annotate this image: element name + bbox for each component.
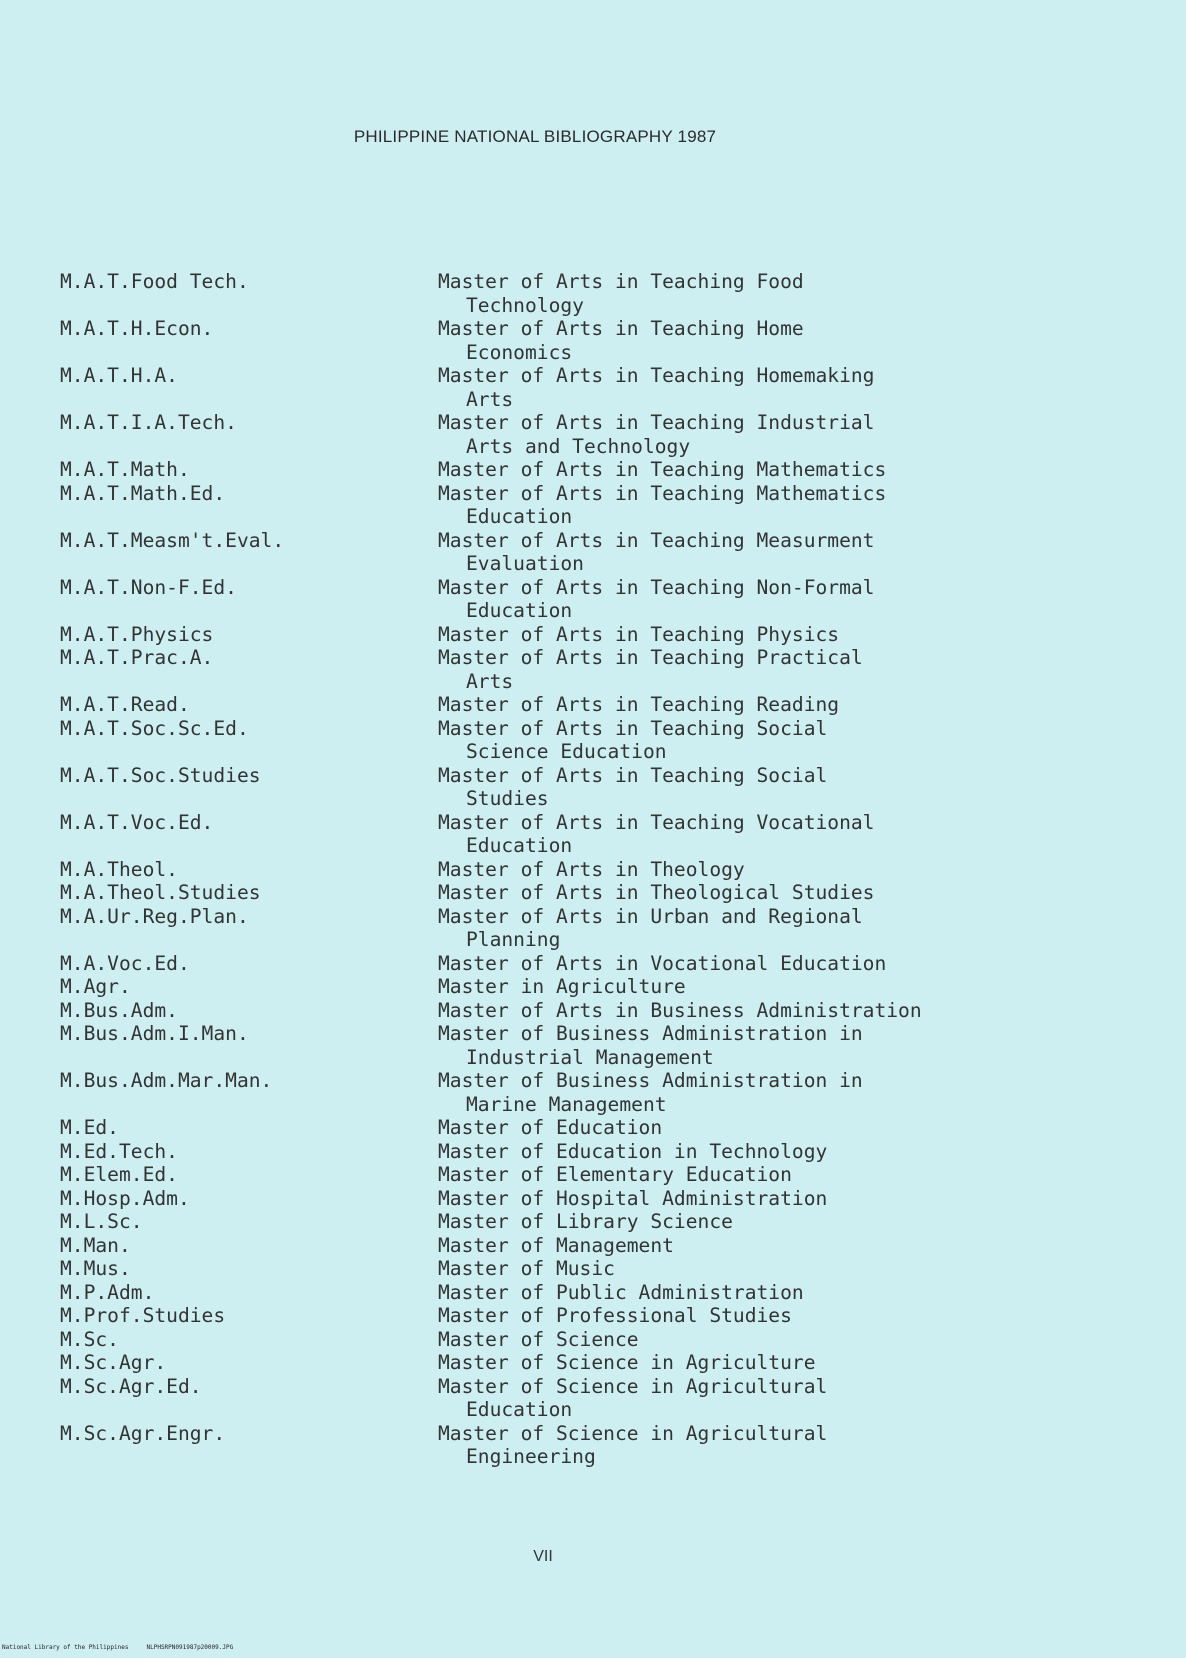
abbreviation: M.A.T.I.A.Tech.	[60, 411, 237, 434]
definition: Master of Hospital Administration	[438, 1186, 828, 1210]
list-item	[60, 1116, 1180, 1140]
definition: Master of Science in Agricultural	[438, 1421, 828, 1445]
abbreviation: M.A.T.Physics	[60, 622, 214, 646]
abbreviation: M.Hosp.Adm.	[60, 1186, 190, 1210]
definition: Master of Professional Studies	[438, 1304, 792, 1327]
list-item	[60, 717, 1180, 741]
definition: Industrial Management	[466, 1045, 714, 1069]
list-item-continuation	[60, 435, 1180, 459]
definition: Master of Library Science	[438, 1210, 733, 1233]
definition: Arts	[466, 387, 514, 411]
abbreviation: M.Prof.Studies	[60, 1304, 226, 1327]
definition: Master of Arts in Theology	[438, 857, 745, 881]
definition: Master of Arts in Teaching Social	[438, 716, 828, 740]
abbreviation: M.A.T.Soc.Sc.Ed.	[60, 716, 249, 740]
list-item	[60, 576, 1180, 600]
abbreviation: M.A.T.Read.	[60, 693, 190, 716]
definition: Master of Arts in Theological Studies	[438, 881, 875, 904]
abbreviation	[60, 1398, 438, 1422]
abbreviation: M.A.Ur.Reg.Plan.	[60, 904, 249, 928]
list-item-continuation	[60, 1398, 1180, 1422]
abbreviation: M.A.T.H.A.	[60, 364, 178, 387]
list-item-continuation	[60, 505, 1180, 529]
scan-credit: National Library of the Philippines NLPHSRPN091987p20009.JPG	[2, 1644, 234, 1651]
list-item	[60, 1140, 1180, 1164]
list-item-continuation	[60, 928, 1180, 952]
list-item-continuation	[60, 552, 1180, 576]
abbreviation: M.A.Voc.Ed.	[60, 951, 190, 975]
abbreviation: M.Ed.	[60, 1116, 119, 1139]
abbreviation	[60, 341, 438, 365]
definition: Master of Arts in Business Administration	[438, 998, 922, 1022]
definition: Master of Public Administration	[438, 1280, 804, 1304]
list-item-continuation	[60, 740, 1180, 764]
abbreviation: M.A.T.H.Econ.	[60, 317, 214, 340]
abbreviation	[60, 1093, 438, 1117]
list-item	[60, 905, 1180, 929]
definition: Master of Arts in Teaching Home	[438, 317, 804, 340]
abbreviation	[60, 294, 438, 318]
abbreviation: M.A.T.Measm't.Eval.	[60, 528, 285, 552]
definition: Master of Arts in Teaching Vocational	[438, 810, 875, 834]
list-item	[60, 858, 1180, 882]
definition: Evaluation	[466, 552, 584, 575]
list-item-continuation	[60, 1046, 1180, 1070]
definition: Education	[466, 505, 573, 528]
abbreviation: M.Ed.Tech.	[60, 1139, 178, 1163]
abbreviation	[60, 834, 438, 858]
abbreviation: M.Sc.Agr.	[60, 1351, 167, 1374]
abbreviation: M.A.T.Soc.Studies	[60, 763, 261, 787]
definition: Master of Business Administration in	[438, 1022, 863, 1045]
list-item	[60, 529, 1180, 553]
list-item-continuation	[60, 341, 1180, 365]
definition: Master of Education	[438, 1116, 663, 1139]
definition: Education	[466, 599, 573, 622]
abbreviation: M.Mus.	[60, 1257, 131, 1280]
abbreviation: M.A.T.Food Tech.	[60, 270, 249, 293]
definition: Marine Management	[466, 1092, 667, 1116]
definition: Master of Elementary Education	[438, 1163, 792, 1186]
abbreviation	[60, 552, 438, 576]
list-item	[60, 458, 1180, 482]
definition: Master of Arts in Teaching Mathematics	[438, 481, 887, 505]
definition: Master of Arts in Teaching Physics	[438, 622, 840, 646]
list-item-continuation	[60, 787, 1180, 811]
list-item-continuation	[60, 670, 1180, 694]
list-item	[60, 1328, 1180, 1352]
abbreviation: M.A.Theol.	[60, 857, 178, 881]
abbreviation: M.A.Theol.Studies	[60, 881, 261, 904]
list-item-continuation	[60, 599, 1180, 623]
list-item-continuation	[60, 1445, 1180, 1469]
list-item	[60, 1069, 1180, 1093]
abbreviation: M.A.T.Voc.Ed.	[60, 810, 214, 834]
list-item-continuation	[60, 388, 1180, 412]
definition: Master of Arts in Teaching Industrial	[438, 411, 875, 434]
abbreviation: M.A.T.Math.Ed.	[60, 481, 226, 505]
definition: Master of Arts in Teaching Non-Formal	[438, 575, 875, 599]
list-item	[60, 1375, 1180, 1399]
abbreviation	[60, 505, 438, 529]
abbreviation: M.A.T.Non-F.Ed.	[60, 575, 237, 599]
list-item	[60, 646, 1180, 670]
abbreviation	[60, 670, 438, 694]
list-item-continuation	[60, 294, 1180, 318]
abbreviation: M.L.Sc.	[60, 1210, 143, 1233]
abbreviation	[60, 787, 438, 811]
abbreviation	[60, 435, 438, 459]
definition: Economics	[466, 340, 573, 364]
definition: Arts and Technology	[466, 434, 691, 458]
list-item	[60, 411, 1180, 435]
definition: Science Education	[466, 740, 667, 763]
abbreviation	[60, 1046, 438, 1070]
page-number: VII	[533, 1548, 553, 1565]
abbreviation: M.A.T.Prac.A.	[60, 646, 214, 669]
abbreviation: M.Bus.Adm.I.Man.	[60, 1022, 249, 1045]
list-item	[60, 764, 1180, 788]
list-item	[60, 1422, 1180, 1446]
abbreviation-list	[60, 270, 1180, 1469]
definition: Master of Arts in Teaching Mathematics	[438, 458, 887, 481]
abbreviation: M.Sc.Agr.Ed.	[60, 1374, 202, 1398]
definition: Master of Arts in Urban and Regional	[438, 904, 863, 928]
list-item	[60, 317, 1180, 341]
list-item	[60, 623, 1180, 647]
list-item	[60, 1187, 1180, 1211]
abbreviation: M.Sc.Agr.Engr.	[60, 1421, 226, 1445]
definition: Master of Business Administration in	[438, 1069, 863, 1092]
abbreviation: M.Bus.Adm.Mar.Man.	[60, 1069, 273, 1092]
abbreviation: M.Agr.	[60, 975, 131, 998]
definition: Master of Science in Agriculture	[438, 1351, 816, 1374]
abbreviation: M.Man.	[60, 1233, 131, 1257]
definition: Master of Arts in Teaching Food	[438, 270, 804, 293]
definition: Master of Education in Technology	[438, 1139, 828, 1163]
definition: Education	[466, 834, 573, 857]
list-item	[60, 1257, 1180, 1281]
abbreviation	[60, 1445, 438, 1469]
list-item	[60, 1281, 1180, 1305]
definition: Master of Arts in Teaching Social	[438, 763, 828, 787]
definition: Master of Arts in Teaching Homemaking	[438, 364, 875, 387]
list-item	[60, 1304, 1180, 1328]
list-item-continuation	[60, 1093, 1180, 1117]
abbreviation	[60, 388, 438, 412]
definition: Planning	[466, 928, 561, 951]
list-item	[60, 811, 1180, 835]
definition: Master of Arts in Teaching Practical	[438, 646, 863, 669]
definition: Master of Science in Agricultural	[438, 1374, 828, 1398]
definition: Studies	[466, 787, 549, 810]
definition: Master of Management	[438, 1233, 674, 1257]
page-header: PHILIPPINE NATIONAL BIBLIOGRAPHY 1987	[353, 127, 717, 146]
definition: Master of Arts in Teaching Reading	[438, 693, 840, 716]
definition: Master of Science	[438, 1327, 639, 1351]
abbreviation: M.Bus.Adm.	[60, 998, 178, 1022]
definition: Master of Arts in Vocational Education	[438, 951, 887, 975]
definition: Arts	[466, 669, 514, 693]
abbreviation	[60, 928, 438, 952]
list-item	[60, 1351, 1180, 1375]
abbreviation	[60, 599, 438, 623]
list-item	[60, 364, 1180, 388]
abbreviation: M.A.T.Math.	[60, 458, 190, 481]
list-item	[60, 1210, 1180, 1234]
definition: Technology	[466, 293, 584, 317]
abbreviation: M.Sc.	[60, 1327, 119, 1351]
definition: Master of Music	[438, 1257, 615, 1280]
list-item	[60, 999, 1180, 1023]
list-item	[60, 693, 1180, 717]
list-item	[60, 975, 1180, 999]
abbreviation	[60, 740, 438, 764]
list-item	[60, 1163, 1180, 1187]
list-item	[60, 482, 1180, 506]
abbreviation: M.Elem.Ed.	[60, 1163, 178, 1186]
list-item	[60, 1234, 1180, 1258]
definition: Engineering	[466, 1445, 596, 1468]
definition: Master in Agriculture	[438, 975, 686, 998]
definition: Education	[466, 1398, 573, 1421]
list-item	[60, 270, 1180, 294]
definition: Master of Arts in Teaching Measurment	[438, 528, 875, 552]
abbreviation: M.P.Adm.	[60, 1280, 155, 1304]
list-item	[60, 1022, 1180, 1046]
list-item-continuation	[60, 834, 1180, 858]
list-item	[60, 881, 1180, 905]
list-item	[60, 952, 1180, 976]
